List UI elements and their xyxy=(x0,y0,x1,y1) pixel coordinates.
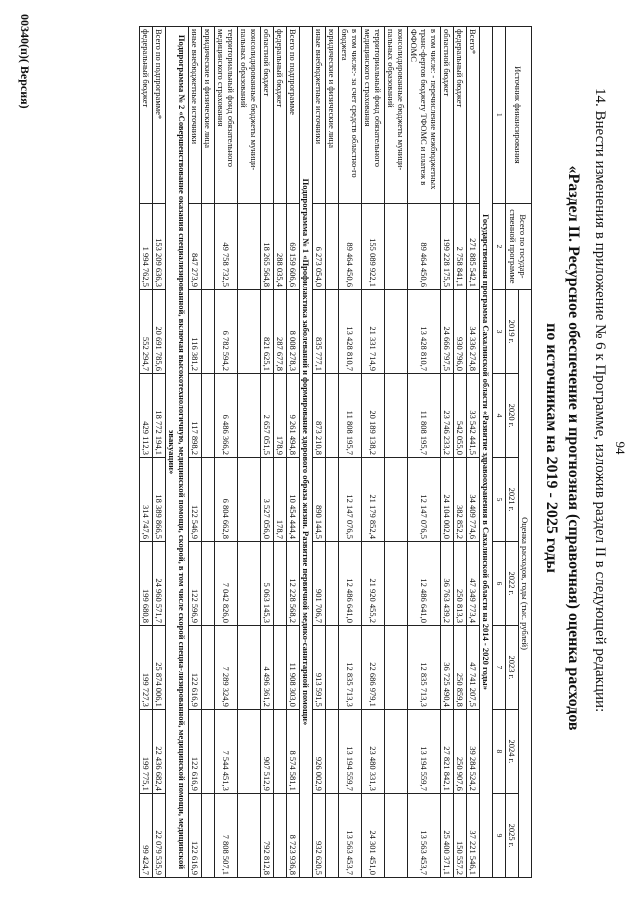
value-cell: 12 228 568,2 xyxy=(287,541,300,625)
value-cell xyxy=(385,373,408,457)
value-cell: 12 147 076,5 xyxy=(408,457,441,541)
value-cell: 250 907,6 xyxy=(454,709,467,793)
value-cell: 13 563 453,7 xyxy=(408,793,441,877)
table-row xyxy=(140,27,153,878)
value-cell: 6 273 054,0 xyxy=(313,203,326,289)
value-cell: 250 859,8 xyxy=(454,625,467,709)
value-cell: 39 284 524,2 xyxy=(467,709,480,793)
section-row xyxy=(166,27,189,878)
header-year: 2024 г. xyxy=(506,709,519,793)
source-cell: в том числе: - перечисление межбюджетных транс-фертов бюджету ТФОМС и платеж в ФФОМС xyxy=(408,27,441,204)
value-cell xyxy=(202,541,215,625)
table-row xyxy=(287,27,300,878)
value-cell: 178,9 xyxy=(274,373,287,457)
page-number: 94 xyxy=(613,441,628,455)
value-cell: 382 852,2 xyxy=(454,457,467,541)
header-year: 2025 г. xyxy=(506,793,519,877)
value-cell xyxy=(202,793,215,877)
source-cell: федеральный бюджет xyxy=(274,27,287,204)
title-line-1: «Раздел II. Ресурсное обеспечение и прогнозная (справочная) оценка расходов xyxy=(565,165,582,731)
value-cell: 27 821 842,1 xyxy=(441,709,454,793)
source-cell: Всего* xyxy=(467,27,480,204)
value-cell xyxy=(238,625,261,709)
value-cell: 199 680,8 xyxy=(140,541,153,625)
value-cell xyxy=(238,203,261,289)
value-cell: 47 349 773,4 xyxy=(467,541,480,625)
value-cell: 250 813,3 xyxy=(454,541,467,625)
value-cell: 22 686 979,1 xyxy=(362,625,385,709)
column-index: 3 xyxy=(493,290,506,374)
value-cell: 13 428 810,7 xyxy=(408,290,441,374)
source-cell: в том числе:- за счет средств областно-го бюджета xyxy=(339,27,362,204)
table-row xyxy=(467,27,480,878)
section-row xyxy=(480,27,493,878)
value-cell: 288 035,4 xyxy=(274,203,287,289)
value-cell xyxy=(326,709,339,793)
value-cell: 122 546,9 xyxy=(189,457,202,541)
value-cell: 792 812,8 xyxy=(261,793,274,877)
value-cell: 34 336 274,8 xyxy=(467,290,480,374)
section-heading: Государственная программа Сахалинской области «Развитие здравоохранения в Сахалинской области на 2014 - 2020 годы» xyxy=(480,27,493,878)
source-cell: территориальный фонд обязательного медицинского страхования xyxy=(362,27,385,204)
header-estimate: Оценка расходов, годы (тыс. рублей) xyxy=(519,290,532,878)
value-cell: 835 777,1 xyxy=(313,290,326,374)
value-cell: 932 620,5 xyxy=(313,793,326,877)
value-cell: 37 221 546,1 xyxy=(467,793,480,877)
header-year: 2023 г. xyxy=(506,625,519,709)
value-cell xyxy=(238,290,261,374)
source-cell: федеральный бюджет xyxy=(140,27,153,204)
value-cell: 199 228 175,5 xyxy=(441,203,454,289)
value-cell: 7 042 826,0 xyxy=(215,541,238,625)
value-cell: 13 194 559,7 xyxy=(339,709,362,793)
value-cell xyxy=(385,457,408,541)
value-cell: 18 389 866,5 xyxy=(153,457,166,541)
value-cell: 23 480 331,3 xyxy=(362,709,385,793)
value-cell xyxy=(326,541,339,625)
value-cell: 7 544 451,3 xyxy=(215,709,238,793)
value-cell xyxy=(274,541,287,625)
source-cell: Всего по подпрограмме xyxy=(287,27,300,204)
value-cell: 199 775,1 xyxy=(140,709,153,793)
value-cell: 930 796,0 xyxy=(454,290,467,374)
table-row xyxy=(313,27,326,878)
document-code: 00340(п)( Версия) xyxy=(18,14,32,109)
value-cell: 314 747,6 xyxy=(140,457,153,541)
value-cell: 20 691 785,6 xyxy=(153,290,166,374)
table-row xyxy=(385,27,408,878)
table-body xyxy=(140,27,493,878)
value-cell: 22 436 682,4 xyxy=(153,709,166,793)
table-row xyxy=(153,27,166,878)
value-cell xyxy=(238,373,261,457)
table-row xyxy=(274,27,287,878)
value-cell xyxy=(238,457,261,541)
table-row xyxy=(326,27,339,878)
value-cell: 153 209 636,3 xyxy=(153,203,166,289)
section-heading: Подпрограмма № 2 «Совершенствование оказания специализированной, включая высокотехнологичную, медицинской помощи, скорой, в том числе скорой специа-лизированной, медицинской помощи, медицинской эвакуации» xyxy=(166,27,189,878)
column-index: 2 xyxy=(493,203,506,289)
value-cell: 117 898,2 xyxy=(189,373,202,457)
source-cell: федеральный бюджет xyxy=(454,27,467,204)
value-cell: 21 331 714,9 xyxy=(362,290,385,374)
source-cell: юридические и физические лица xyxy=(326,27,339,204)
source-cell: иные внебюджетные источники xyxy=(313,27,326,204)
value-cell: 890 144,5 xyxy=(313,457,326,541)
table-row xyxy=(362,27,385,878)
table-row xyxy=(454,27,467,878)
value-cell: 18 772 194,1 xyxy=(153,373,166,457)
value-cell: 12 835 713,3 xyxy=(408,625,441,709)
value-cell: 12 486 641,0 xyxy=(408,541,441,625)
value-cell xyxy=(326,625,339,709)
value-cell: 873 210,8 xyxy=(313,373,326,457)
column-index: 5 xyxy=(493,457,506,541)
value-cell xyxy=(326,373,339,457)
value-cell: 13 428 810,7 xyxy=(339,290,362,374)
value-cell: 7 289 324,9 xyxy=(215,625,238,709)
value-cell: 8 574 581,1 xyxy=(287,709,300,793)
value-cell: 287 677,8 xyxy=(274,290,287,374)
value-cell: 122 616,9 xyxy=(189,793,202,877)
value-cell: 6 782 594,2 xyxy=(215,290,238,374)
table-row xyxy=(339,27,362,878)
value-cell: 199 727,3 xyxy=(140,625,153,709)
value-cell: 23 746 233,2 xyxy=(441,373,454,457)
column-index: 4 xyxy=(493,373,506,457)
value-cell: 913 591,5 xyxy=(313,625,326,709)
header-year: 2019 г. xyxy=(506,290,519,374)
section-title xyxy=(540,8,584,888)
value-cell: 20 189 138,2 xyxy=(362,373,385,457)
value-cell: 552 294,7 xyxy=(140,290,153,374)
header-year: 2020 г. xyxy=(506,373,519,457)
value-cell xyxy=(385,793,408,877)
value-cell xyxy=(385,625,408,709)
value-cell: 13 194 559,7 xyxy=(408,709,441,793)
header-source: Источник финансирования xyxy=(506,27,532,204)
header-year: 2022 г. xyxy=(506,541,519,625)
source-cell: иные внебюджетные источники xyxy=(189,27,202,204)
value-cell: 155 089 922,1 xyxy=(362,203,385,289)
value-cell xyxy=(202,373,215,457)
value-cell: 33 542 441,5 xyxy=(467,373,480,457)
value-cell: 21 179 852,4 xyxy=(362,457,385,541)
source-cell: Всего по подпрограмме* xyxy=(153,27,166,204)
value-cell: 8 008 278,3 xyxy=(287,290,300,374)
value-cell xyxy=(274,709,287,793)
resource-table xyxy=(139,26,532,878)
value-cell: 21 920 455,2 xyxy=(362,541,385,625)
value-cell: 11 808 195,7 xyxy=(339,373,362,457)
value-cell: 89 464 450,6 xyxy=(339,203,362,289)
value-cell: 12 835 713,3 xyxy=(339,625,362,709)
column-index: 8 xyxy=(493,709,506,793)
value-cell xyxy=(202,709,215,793)
table-row xyxy=(408,27,441,878)
value-cell xyxy=(326,203,339,289)
value-cell: 99 424,7 xyxy=(140,793,153,877)
value-cell: 907 512,9 xyxy=(261,709,274,793)
table-row xyxy=(189,27,202,878)
value-cell: 116 381,2 xyxy=(189,290,202,374)
value-cell: 4 496 361,2 xyxy=(261,625,274,709)
value-cell xyxy=(274,793,287,877)
source-cell: территориальный фонд обязательного медицинского страхования xyxy=(215,27,238,204)
value-cell: 847 273,9 xyxy=(189,203,202,289)
value-cell xyxy=(326,457,339,541)
value-cell: 49 758 732,5 xyxy=(215,203,238,289)
value-cell: 25 400 371,1 xyxy=(441,793,454,877)
value-cell: 122 616,9 xyxy=(189,709,202,793)
column-index: 9 xyxy=(493,793,506,877)
value-cell xyxy=(326,290,339,374)
value-cell: 2 657 051,5 xyxy=(261,373,274,457)
table-row xyxy=(441,27,454,878)
value-cell xyxy=(238,541,261,625)
value-cell: 926 002,9 xyxy=(313,709,326,793)
value-cell: 24 666 797,5 xyxy=(441,290,454,374)
value-cell: 178,7 xyxy=(274,457,287,541)
value-cell: 1 994 762,5 xyxy=(140,203,153,289)
value-cell xyxy=(326,793,339,877)
value-cell: 5 063 145,3 xyxy=(261,541,274,625)
title-line-2: по источникам на 2019 - 2025 годы xyxy=(543,323,560,573)
section-row xyxy=(300,27,313,878)
value-cell: 25 874 006,1 xyxy=(153,625,166,709)
value-cell: 18 265 564,8 xyxy=(261,203,274,289)
value-cell xyxy=(238,709,261,793)
value-cell: 3 527 056,0 xyxy=(261,457,274,541)
value-cell: 10 454 444,4 xyxy=(287,457,300,541)
header-total: Всего по государ-ственной программе xyxy=(506,203,532,289)
value-cell: 12 147 076,5 xyxy=(339,457,362,541)
value-cell: 6 804 662,8 xyxy=(215,457,238,541)
value-cell: 2 758 841,1 xyxy=(454,203,467,289)
value-cell: 11 908 303,0 xyxy=(287,625,300,709)
column-index: 7 xyxy=(493,625,506,709)
value-cell: 901 706,7 xyxy=(313,541,326,625)
value-cell xyxy=(202,625,215,709)
value-cell: 12 486 641,0 xyxy=(339,541,362,625)
value-cell: 11 808 195,7 xyxy=(408,373,441,457)
source-cell: консолидированные бюджеты муници-пальных образований xyxy=(385,27,408,204)
value-cell xyxy=(385,290,408,374)
value-cell: 6 486 366,2 xyxy=(215,373,238,457)
value-cell xyxy=(202,290,215,374)
value-cell: 821 625,1 xyxy=(261,290,274,374)
value-cell: 34 409 774,6 xyxy=(467,457,480,541)
intro-text: 14. Внести изменения в приложение № 6 к Программе, изложив раздел II в следующей редакции: xyxy=(592,88,608,713)
value-cell xyxy=(238,793,261,877)
column-index: 1 xyxy=(493,27,506,204)
source-cell: областной бюджет xyxy=(441,27,454,204)
source-cell: областной бюджет xyxy=(261,27,274,204)
value-cell: 122 596,9 xyxy=(189,541,202,625)
table-row xyxy=(238,27,261,878)
value-cell: 429 112,3 xyxy=(140,373,153,457)
section-heading: Подпрограмма № 1 «Профилактика заболеваний и формирование здорового образа жизни. Развитие первичной медико-санитарной помощи» xyxy=(300,27,313,878)
table-row xyxy=(202,27,215,878)
header-year: 2021 г. xyxy=(506,457,519,541)
value-cell: 542 055,0 xyxy=(454,373,467,457)
value-cell xyxy=(385,709,408,793)
column-index: 6 xyxy=(493,541,506,625)
value-cell: 271 885 542,1 xyxy=(467,203,480,289)
value-cell: 24 960 571,7 xyxy=(153,541,166,625)
value-cell: 36 725 490,4 xyxy=(441,625,454,709)
rotated-document-page xyxy=(10,8,630,888)
value-cell: 8 723 936,8 xyxy=(287,793,300,877)
value-cell: 24 301 451,0 xyxy=(362,793,385,877)
value-cell: 36 763 439,2 xyxy=(441,541,454,625)
value-cell: 47 741 207,5 xyxy=(467,625,480,709)
value-cell: 122 616,9 xyxy=(189,625,202,709)
table-row xyxy=(215,27,238,878)
table-row xyxy=(261,27,274,878)
value-cell: 24 104 002,0 xyxy=(441,457,454,541)
value-cell xyxy=(385,203,408,289)
value-cell: 89 464 450,6 xyxy=(408,203,441,289)
value-cell: 9 261 494,8 xyxy=(287,373,300,457)
value-cell xyxy=(385,541,408,625)
source-cell: юридические и физические лица xyxy=(202,27,215,204)
value-cell xyxy=(202,457,215,541)
value-cell xyxy=(202,203,215,289)
value-cell: 22 079 535,9 xyxy=(153,793,166,877)
value-cell xyxy=(274,625,287,709)
value-cell: 150 557,2 xyxy=(454,793,467,877)
value-cell: 7 808 507,1 xyxy=(215,793,238,877)
value-cell: 69 159 606,6 xyxy=(287,203,300,289)
value-cell: 13 563 453,7 xyxy=(339,793,362,877)
source-cell: консолидированные бюджеты муници-пальных образований xyxy=(238,27,261,204)
